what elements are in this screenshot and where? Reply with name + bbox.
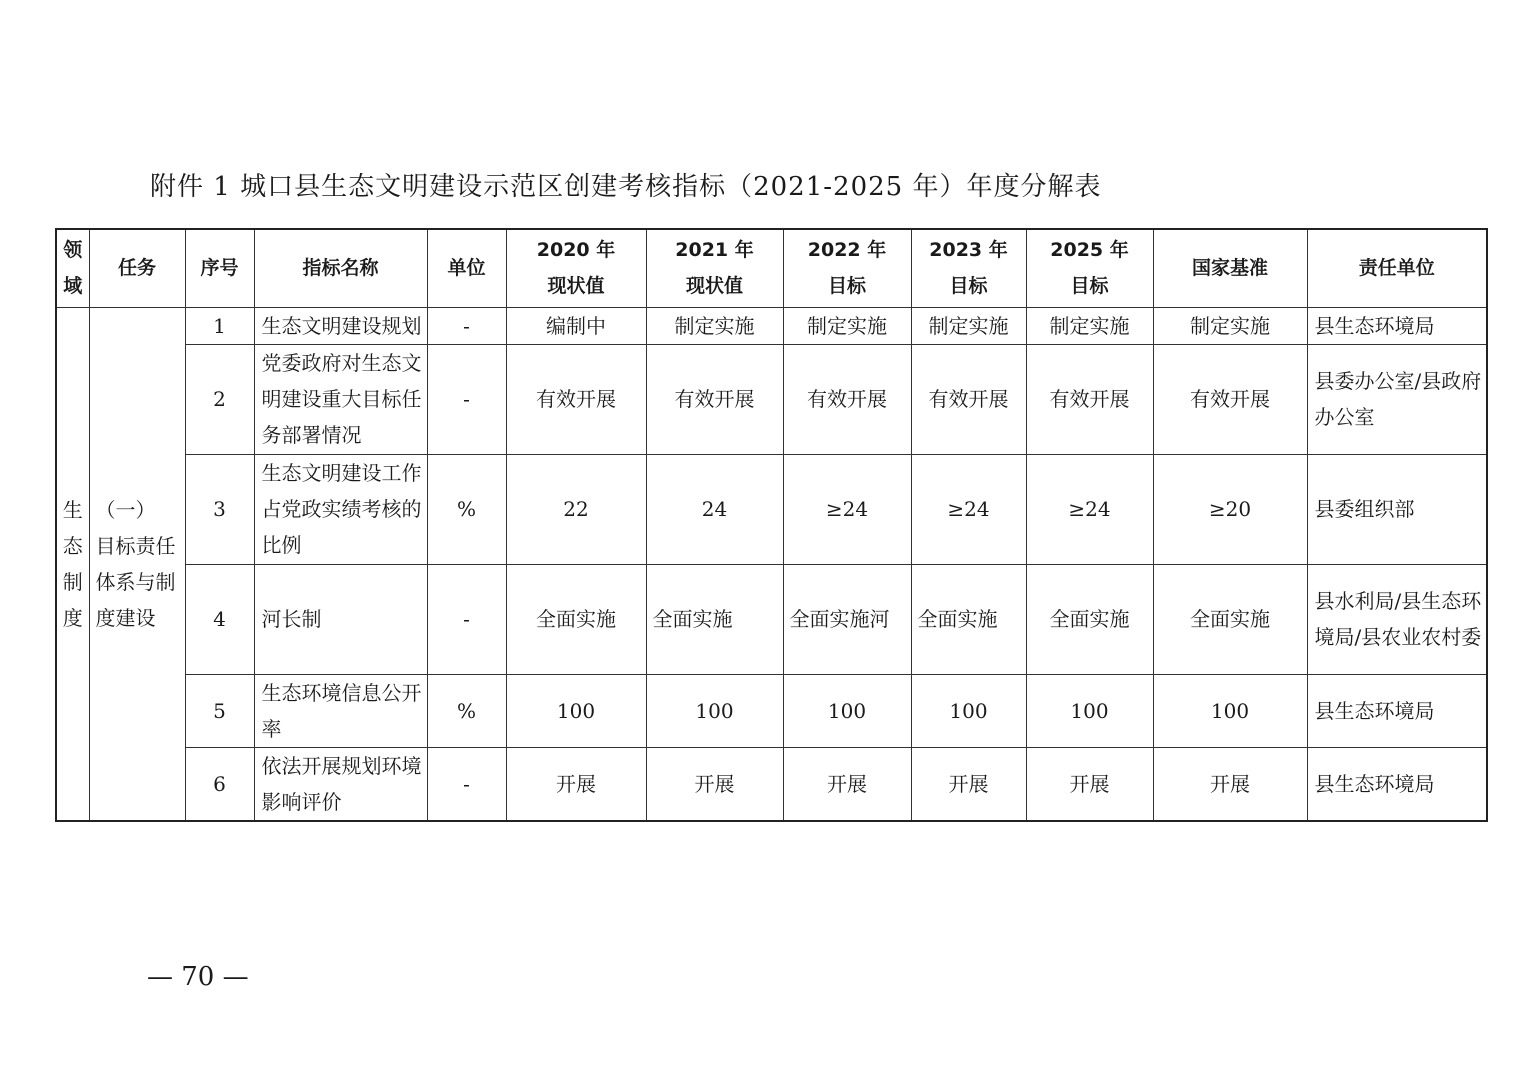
row-indicator: 依法开展规划环境影响评价 xyxy=(254,747,427,821)
header-2025: 2025 年 目标 xyxy=(1026,229,1153,307)
header-no: 序号 xyxy=(185,229,254,307)
row-2021: 全面实施 xyxy=(646,564,783,674)
header-task: 任务 xyxy=(89,229,185,307)
row-2025: 制定实施 xyxy=(1026,307,1153,344)
row-2022: 有效开展 xyxy=(783,344,911,454)
row-national: 有效开展 xyxy=(1153,344,1307,454)
row-responsible: 县委办公室/县政府办公室 xyxy=(1307,344,1487,454)
row-2023: 全面实施 xyxy=(911,564,1026,674)
row-2025: ≥24 xyxy=(1026,454,1153,564)
row-2023: 有效开展 xyxy=(911,344,1026,454)
document-title: 附件 1 城口县生态文明建设示范区创建考核指标（2021-2025 年）年度分解表 xyxy=(150,172,1102,202)
table-row xyxy=(56,674,1487,747)
header-2022: 2022 年 目标 xyxy=(783,229,911,307)
row-2021: 开展 xyxy=(646,747,783,821)
header-indicator: 指标名称 xyxy=(254,229,427,307)
row-2022: 全面实施河 xyxy=(783,564,911,674)
row-2025: 全面实施 xyxy=(1026,564,1153,674)
row-unit: - xyxy=(427,344,506,454)
row-unit: - xyxy=(427,747,506,821)
table-row xyxy=(56,564,1487,674)
row-2022: 100 xyxy=(783,674,911,747)
page-number: — 70 — xyxy=(147,962,249,992)
row-responsible: 县委组织部 xyxy=(1307,454,1487,564)
row-unit: % xyxy=(427,454,506,564)
domain-cell xyxy=(56,307,89,821)
row-national: ≥20 xyxy=(1153,454,1307,564)
row-2025: 100 xyxy=(1026,674,1153,747)
table-row xyxy=(56,454,1487,564)
row-responsible: 县生态环境局 xyxy=(1307,307,1487,344)
row-unit: % xyxy=(427,674,506,747)
row-2023: 制定实施 xyxy=(911,307,1026,344)
row-no: 6 xyxy=(185,747,254,821)
row-2022: 制定实施 xyxy=(783,307,911,344)
row-no: 3 xyxy=(185,454,254,564)
row-2020: 22 xyxy=(506,454,646,564)
row-indicator: 党委政府对生态文明建设重大目标任务部署情况 xyxy=(254,344,427,454)
header-domain: 领域 xyxy=(56,229,89,307)
row-indicator: 生态文明建设工作占党政实绩考核的比例 xyxy=(254,454,427,564)
row-national: 制定实施 xyxy=(1153,307,1307,344)
task-cell xyxy=(89,307,185,821)
row-2025: 有效开展 xyxy=(1026,344,1153,454)
indicator-table xyxy=(55,228,1488,822)
row-indicator: 生态环境信息公开率 xyxy=(254,674,427,747)
table-header-row xyxy=(56,229,1487,307)
row-2021: 有效开展 xyxy=(646,344,783,454)
row-2021: 制定实施 xyxy=(646,307,783,344)
row-national: 开展 xyxy=(1153,747,1307,821)
row-unit: - xyxy=(427,307,506,344)
row-2020: 开展 xyxy=(506,747,646,821)
row-2021: 100 xyxy=(646,674,783,747)
row-unit: - xyxy=(427,564,506,674)
row-national: 全面实施 xyxy=(1153,564,1307,674)
row-no: 2 xyxy=(185,344,254,454)
header-national: 国家基准 xyxy=(1153,229,1307,307)
row-2023: 开展 xyxy=(911,747,1026,821)
header-unit: 单位 xyxy=(427,229,506,307)
row-2020: 全面实施 xyxy=(506,564,646,674)
row-no: 4 xyxy=(185,564,254,674)
row-no: 5 xyxy=(185,674,254,747)
row-national: 100 xyxy=(1153,674,1307,747)
row-no: 1 xyxy=(185,307,254,344)
domain-label: 生态制度 xyxy=(62,497,83,630)
row-responsible: 县生态环境局 xyxy=(1307,674,1487,747)
row-2023: 100 xyxy=(911,674,1026,747)
header-2021: 2021 年 现状值 xyxy=(646,229,783,307)
header-responsible: 责任单位 xyxy=(1307,229,1487,307)
table-row xyxy=(56,307,1487,344)
row-2023: ≥24 xyxy=(911,454,1026,564)
row-2021: 24 xyxy=(646,454,783,564)
header-2020: 2020 年 现状值 xyxy=(506,229,646,307)
header-2023: 2023 年 目标 xyxy=(911,229,1026,307)
row-2022: ≥24 xyxy=(783,454,911,564)
row-responsible: 县生态环境局 xyxy=(1307,747,1487,821)
row-2020: 编制中 xyxy=(506,307,646,344)
row-2022: 开展 xyxy=(783,747,911,821)
task-label: （一） 目标责任体系与制度建设 xyxy=(95,497,176,630)
row-2020: 有效开展 xyxy=(506,344,646,454)
table-row xyxy=(56,747,1487,821)
row-2020: 100 xyxy=(506,674,646,747)
row-2025: 开展 xyxy=(1026,747,1153,821)
row-indicator: 生态文明建设规划 xyxy=(254,307,427,344)
table-row xyxy=(56,344,1487,454)
row-indicator: 河长制 xyxy=(254,564,427,674)
row-responsible: 县水利局/县生态环境局/县农业农村委 xyxy=(1307,564,1487,674)
